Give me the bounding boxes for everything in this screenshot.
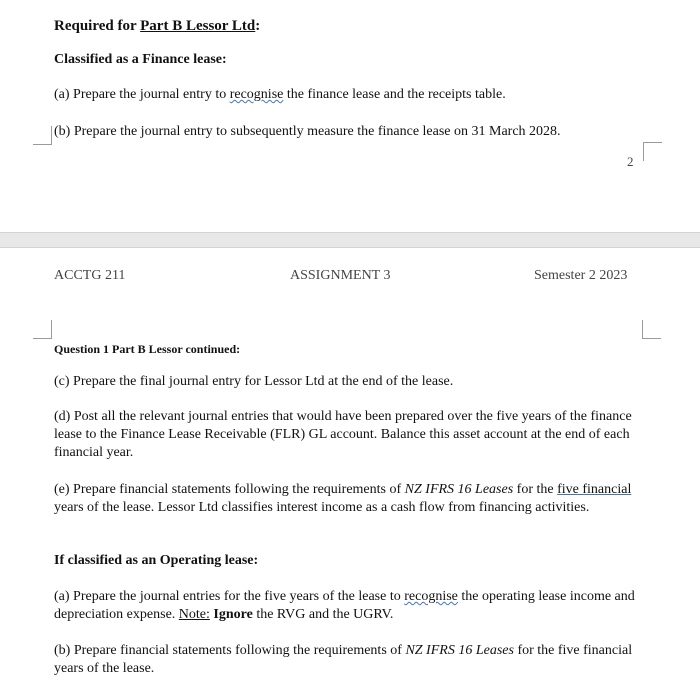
margin-corner-left <box>33 126 52 145</box>
margin-corner-right-lower <box>642 320 661 339</box>
five-financial-link: five financial <box>557 482 632 497</box>
task-c: (c) Prepare the final journal entry for Lessor Ltd at the end of the lease. <box>54 374 454 389</box>
part-b-link: Part B Lessor Ltd <box>140 18 256 34</box>
task-e: (e) Prepare financial statements following the requirements of NZ IFRS 16 Leases for the five financial years of the lease. Lessor Ltd classifies interest income as a cash flow from financing activities. <box>54 482 632 515</box>
task-a-finance: (a) Prepare the journal entry to recognise the finance lease and the receipts table. <box>54 87 506 102</box>
task-b-finance: (b) Prepare the journal entry to subsequently measure the finance lease on 31 March 2028. <box>54 124 561 139</box>
header-semester: Semester 2 2023 <box>534 268 628 283</box>
page-number: 2 <box>627 154 634 169</box>
margin-corner-left-lower <box>33 320 52 339</box>
operating-lease-heading: If classified as an Operating lease: <box>54 553 259 568</box>
task-d: (d) Post all the relevant journal entries that would have been prepared over the five years of the finance lease to the Finance Lease Receivable (FLR) GL account. Balance this asset account at the end of each financial year. <box>54 409 632 460</box>
finance-lease-heading: Classified as a Finance lease: <box>54 52 227 67</box>
document-page-upper <box>0 0 700 232</box>
spelling-flag-recognise-2: recognise <box>404 589 458 604</box>
task-op-a: (a) Prepare the journal entries for the five years of the lease to recognise the operating lease income and depreciation expense. Note: Ignore the RVG and the UGRV. <box>54 589 635 622</box>
note-label: Note: <box>178 607 210 622</box>
section-heading: Required for Part B Lessor Ltd: <box>54 18 261 34</box>
task-op-b: (b) Prepare financial statements following the requirements of NZ IFRS 16 Leases for the five financial years of the lease. <box>54 643 633 676</box>
header-assignment: ASSIGNMENT 3 <box>290 268 391 283</box>
page-break <box>0 232 700 248</box>
document-page-lower <box>0 248 700 688</box>
header-course: ACCTG 211 <box>54 268 126 283</box>
margin-corner-right <box>643 142 662 161</box>
question-title: Question 1 Part B Lessor continued: <box>54 342 241 356</box>
spelling-flag-recognise: recognise <box>229 87 284 102</box>
